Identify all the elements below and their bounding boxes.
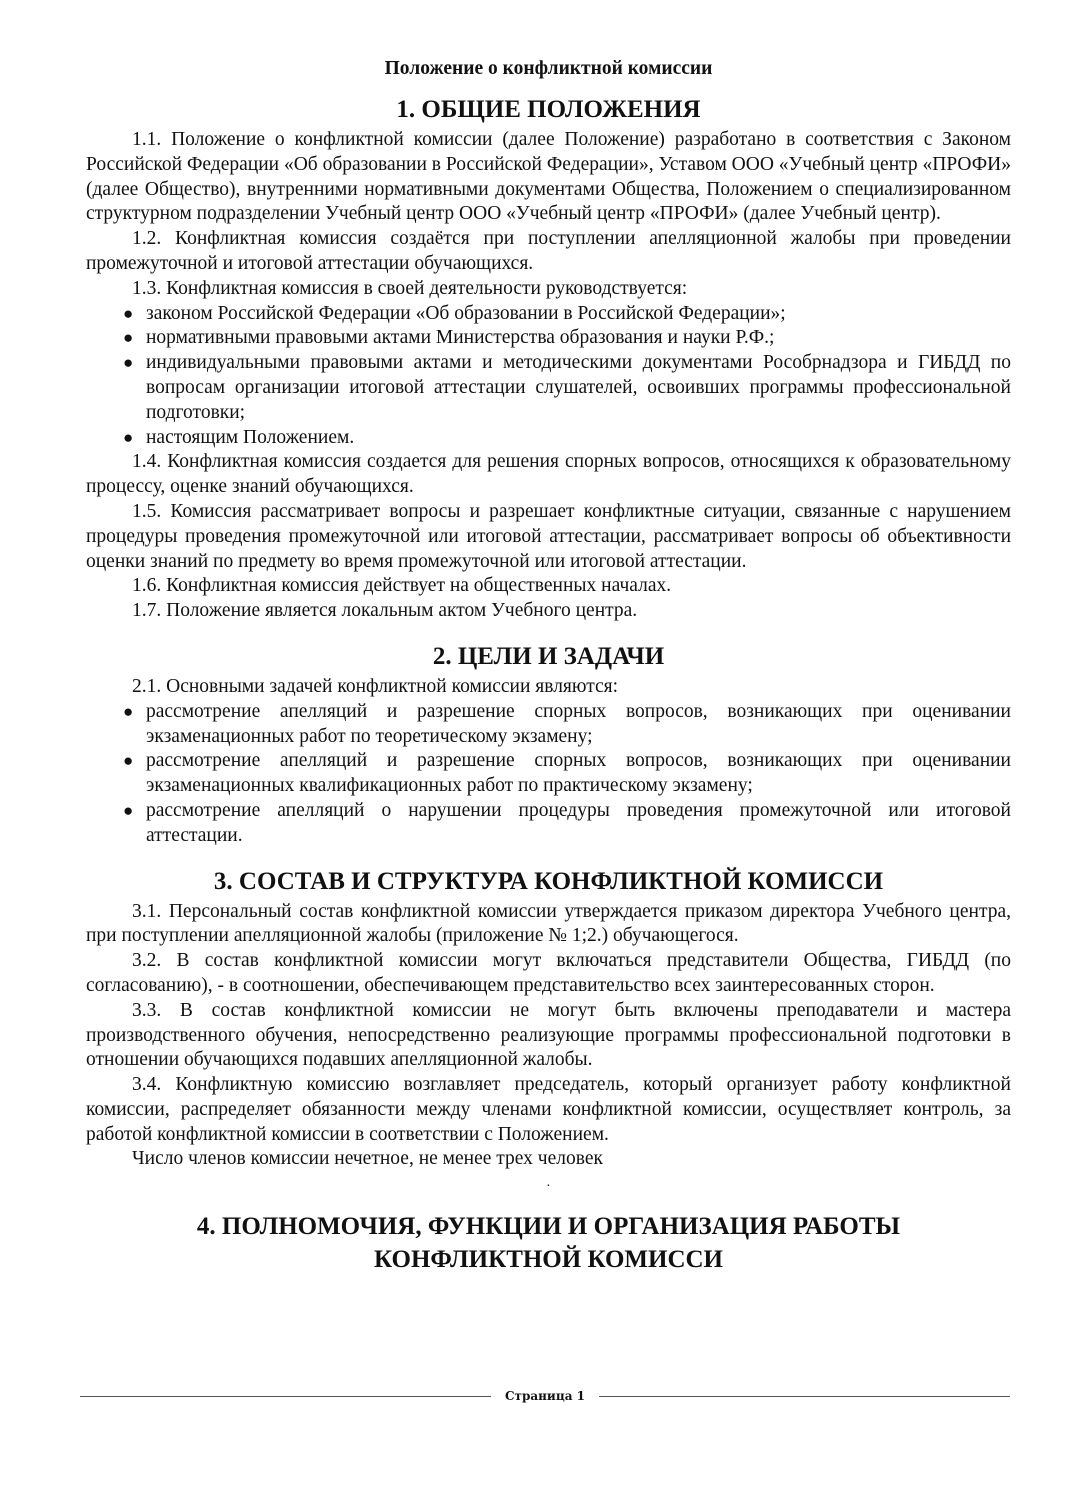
bullet-icon: ● (123, 353, 134, 373)
bullet-icon: ● (123, 800, 134, 820)
paragraph-3-3: 3.3. В состав конфликтной комиссии не могут быть включены преподаватели и мастера производственного обучения, непосредственно реализующие программы профессиональной подготовки в отношении обучающихся подавших апелляционной жалобы. (86, 999, 1011, 1071)
section-4-heading-line-1: 4. ПОЛНОМОЧИЯ, ФУНКЦИИ И ОРГАНИЗАЦИЯ РАБОТЫ (196, 1213, 901, 1241)
bullet-icon: ● (123, 751, 134, 771)
list-item: ● индивидуальными правовыми актами и методическими документами Рособрнадзора и ГИБДД по вопросам организации итоговой аттестации слушателей, освоивших программы профессиональной подготовки; (123, 352, 1011, 423)
paragraph-1-1: 1.1. Положение о конфликтной комиссии (далее Положение) разработано в соответствия с Законом Российской Федерации «Об образовании в Российской Федерации», Уставом ООО «Учебный центр «ПРОФИ» (далее Общество), внутренними нормативными документами Общества, Положением о специализированном структурном подразделении Учебный центр ООО «Учебный центр «ПРОФИ» (далее Учебный центр). (86, 129, 1011, 225)
stray-dot: · (546, 1179, 551, 1195)
paragraph-3-2: 3.2. В состав конфликтной комиссии могут включаться представители Общества, ГИБДД (по согласованию), - в соотношении, обеспечивающем представительство всех заинтересованных сторон. (86, 950, 1011, 996)
footer-rule-left (80, 1396, 491, 1397)
paragraph-2-1: 2.1. Основными задачей конфликтной комиссии являются: (132, 675, 619, 697)
page-footer (80, 1386, 1010, 1406)
bullet-icon: ● (123, 303, 134, 323)
paragraph-1-7: 1.7. Положение является локальным актом Учебного центра. (132, 600, 638, 622)
list-item: ● настоящим Положением. (86, 426, 1011, 451)
list-item: ● нормативными правовыми актами Министерства образования и науки Р.Ф.; (86, 326, 1011, 351)
paragraph-1-5: 1.5. Комиссия рассматривает вопросы и разрешает конфликтные ситуации, связанные с нарушением процедуры проведения промежуточной или итоговой аттестации, рассматривает вопросы об объективности оценки знаний по предмету во время промежуточной или итоговой аттестации. (86, 500, 1011, 572)
section-1-heading: 1. ОБЩИЕ ПОЛОЖЕНИЯ (396, 96, 701, 123)
section-1-bullet-list (86, 302, 1011, 451)
paragraph-1-6: 1.6. Конфликтная комиссия действует на общественных началах. (132, 575, 672, 597)
bullet-icon: ● (123, 328, 134, 348)
section-3-heading: 3. СОСТАВ И СТРУКТУРА КОНФЛИКТНОЙ КОМИССИ (213, 867, 884, 895)
section-2-heading: 2. ЦЕЛИ И ЗАДАЧИ (432, 642, 665, 670)
paragraph-3-4: 3.4. Конфликтную комиссию возглавляет председатель, который организует работу конфликтной комиссии, распределяет обязанности между членами конфликтной комиссии, осуществляет контроль, за работой конфликтной комиссии в соответствии с Положением. (86, 1074, 1011, 1145)
footer-rule-right (599, 1396, 1010, 1397)
page-number: Страница 1 (505, 1389, 586, 1403)
paragraph-1-4: 1.4. Конфликтная комиссия создается для решения спорных вопросов, относящихся к образовательному процессу, оценке знаний обучающихся. (86, 451, 1011, 498)
document-title: Положение о конфликтной комиссии (384, 58, 713, 79)
section-2-bullet-list (86, 700, 1011, 849)
document-content (86, 57, 1011, 1278)
paragraph-1-2: 1.2. Конфликтная комиссия создаётся при поступлении апелляционной жалобы при проведении промежуточной и итоговой аттестации обучающихся. (86, 228, 1011, 274)
list-item: ● рассмотрение апелляций и разрешение спорных вопросов, возникающих при оценивании экзаменационных квалификационных работ по практическому экзамену; (123, 750, 1011, 797)
paragraph-3-1: 3.1. Персональный состав конфликтной комиссии утверждается приказом директора Учебного центра, при поступлении апелляционной жалобы (приложение № 1;2.) обучающегося. (86, 900, 1011, 947)
section-4-heading-line-2: КОНФЛИКТНОЙ КОМИССИ (374, 1246, 723, 1274)
list-item: ● законом Российской Федерации «Об образовании в Российской Федерации»; (86, 302, 1011, 327)
bullet-icon: ● (123, 427, 134, 447)
bullet-icon: ● (123, 701, 134, 721)
paragraph-3-5: Число членов комиссии нечетное, не менее трех человек (132, 1148, 603, 1170)
paragraph-1-3: 1.3. Конфликтная комиссия в своей деятельности руководствуется: (132, 277, 688, 299)
list-item: ● рассмотрение апелляций о нарушении процедуры проведения промежуточной или итоговой аттестации. (123, 799, 1011, 846)
list-item: ● рассмотрение апелляций и разрешение спорных вопросов, возникающих при оценивании экзаменационных работ по теоретическому экзамену; (123, 700, 1011, 747)
